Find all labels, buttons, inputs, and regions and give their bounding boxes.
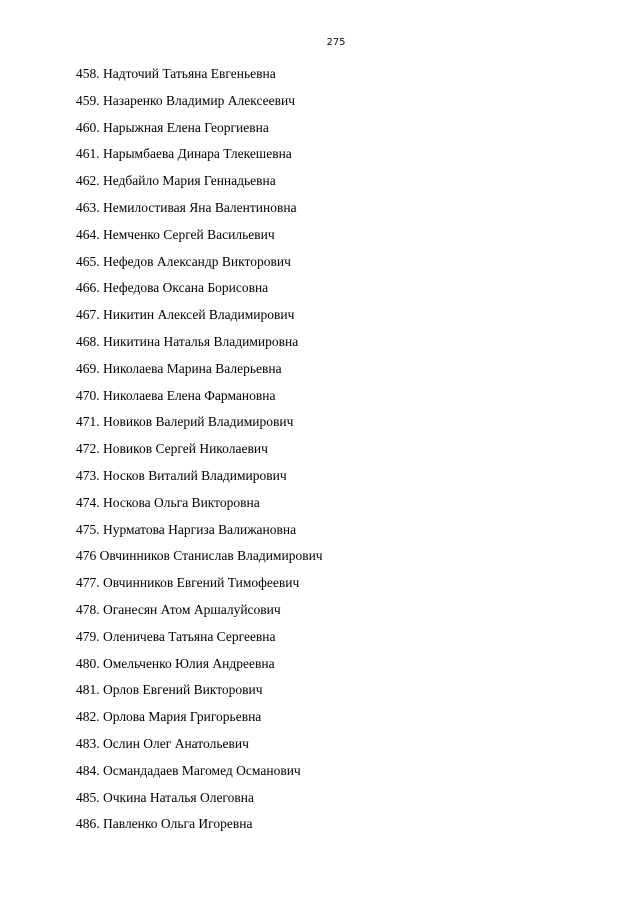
list-item: 482. Орлова Мария Григорьевна (76, 709, 262, 725)
list-item: 470. Николаева Елена Фармановна (76, 387, 276, 403)
list-item: 459. Назаренко Владимир Алексеевич (76, 92, 295, 108)
list-item: 460. Нарыжная Елена Георгиевна (76, 119, 269, 135)
list-item: 481. Орлов Евгений Викторович (76, 682, 263, 698)
list-item: 471. Новиков Валерий Владимирович (76, 414, 294, 430)
list-item: 468. Никитина Наталья Владимировна (76, 333, 299, 349)
list-item: 483. Ослин Олег Анатольевич (76, 735, 249, 751)
list-item: 479. Оленичева Татьяна Сергеевна (76, 628, 276, 644)
list-item: 478. Оганесян Атом Аршалуйсович (76, 601, 281, 617)
list-item: 473. Носков Виталий Владимирович (76, 467, 287, 483)
list-item: 476 Овчинников Станислав Владимирович (76, 548, 323, 564)
page-number: 275 (326, 37, 346, 48)
list-item: 469. Николаева Марина Валерьевна (76, 360, 282, 376)
list-item: 474. Носкова Ольга Викторовна (76, 494, 260, 510)
list-item: 463. Немилостивая Яна Валентиновна (76, 199, 297, 215)
name-list (76, 64, 323, 841)
list-item: 466. Нефедова Оксана Борисовна (76, 280, 269, 296)
list-item: 475. Нурматова Наргиза Валижановна (76, 521, 297, 537)
list-item: 485. Очкина Наталья Олеговна (76, 789, 254, 805)
list-item: 484. Османдадаев Магомед Османович (76, 762, 301, 778)
list-item: 480. Омельченко Юлия Андреевна (76, 655, 275, 671)
list-item: 458. Надточий Татьяна Евгеньевна (76, 66, 276, 81)
list-item: 467. Никитин Алексей Владимирович (76, 307, 295, 323)
list-item: 464. Немченко Сергей Васильевич (76, 226, 275, 242)
list-item: 486. Павленко Ольга Игоревна (76, 816, 253, 832)
list-item: 472. Новиков Сергей Николаевич (76, 441, 268, 457)
list-item: 477. Овчинников Евгений Тимофеевич (76, 575, 300, 591)
list-item: 462. Недбайло Мария Геннадьевна (76, 173, 276, 189)
list-item: 461. Нарымбаева Динара Тлекешевна (76, 146, 292, 162)
list-item: 465. Нефедов Александр Викторович (76, 253, 291, 269)
